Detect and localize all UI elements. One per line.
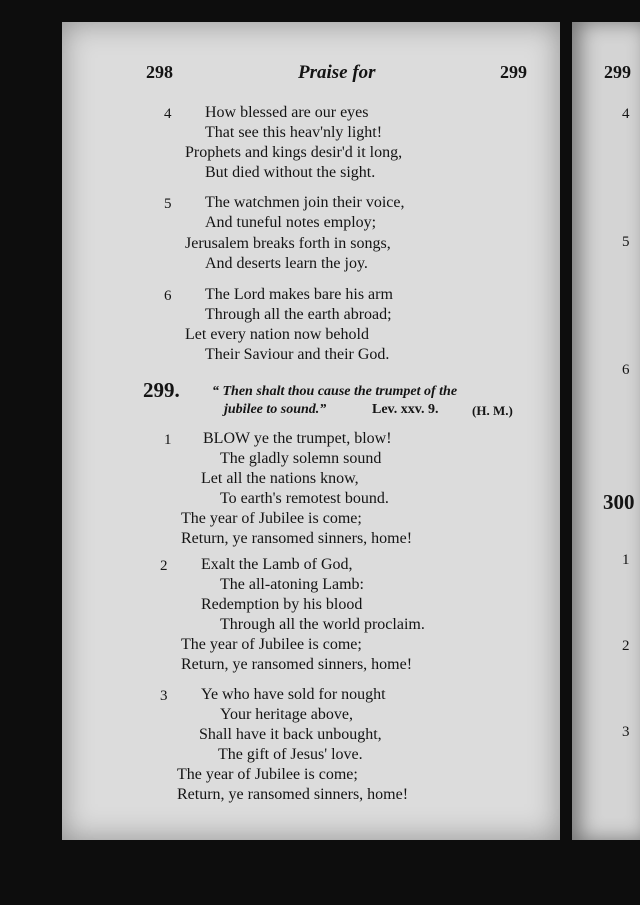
verse-line: Redemption by his blood [201,596,363,613]
verse-refrain: Return, ye ransomed sinners, home! [177,786,409,803]
right-page-number: 299 [500,62,527,82]
verse-line: Let every nation now behold [185,326,369,343]
verse-line: BLOW ye the trumpet, blow! [203,430,392,447]
verse-line: And deserts learn the joy. [205,255,368,272]
verse-line: That see this heav'nly light! [205,124,383,141]
next-page-hymn-number: 300 [603,490,635,514]
verse-number: 6 [164,288,172,304]
left-page-number: 298 [146,62,173,82]
next-page-verse-number: 5 [622,234,630,250]
running-title: Praise for [298,62,376,83]
verse-line: The gladly solemn sound [220,450,382,467]
verse-line: And tuneful notes employ; [205,214,377,231]
hymn-number: 299. [143,378,180,402]
next-page-edge [572,22,640,840]
verse-number: 3 [160,688,168,704]
hymn-meter: (H. M.) [472,403,513,418]
verse-number: 4 [164,106,172,122]
verse-line: Their Saviour and their God. [205,346,390,363]
verse-line: Ye who have sold for nought [201,686,386,703]
verse-line: But died without the sight. [205,164,376,181]
next-page-verse-number: 6 [622,362,630,378]
verse-line: Through all the earth abroad; [205,306,392,323]
verse-refrain: Return, ye ransomed sinners, home! [181,656,413,673]
verse-line: To earth's remotest bound. [220,490,389,507]
verse-line: The Lord makes bare his arm [205,286,393,303]
verse-line: The gift of Jesus' love. [218,746,363,763]
next-page-number: 299 [604,62,631,82]
verse-line: Prophets and kings desir'd it long, [185,144,403,161]
verse-refrain: The year of Jubilee is come; [181,510,362,527]
hymn-epigraph-line2: jubilee to sound.” [224,402,327,417]
verse-line: How blessed are our eyes [205,104,369,121]
next-page-verse-number: 1 [622,552,630,568]
verse-number: 2 [160,558,168,574]
verse-number: 1 [164,432,172,448]
next-page-verse-number: 3 [622,724,630,740]
verse-refrain: Return, ye ransomed sinners, home! [181,530,413,547]
next-page-verse-number: 2 [622,638,630,654]
verse-line: Let all the nations know, [201,470,359,487]
verse-number: 5 [164,196,172,212]
verse-refrain: The year of Jubilee is come; [177,766,358,783]
verse-line: The all-atoning Lamb: [220,576,364,593]
verse-line: Shall have it back unbought, [199,726,382,743]
verse-refrain: The year of Jubilee is come; [181,636,362,653]
verse-line: Jerusalem breaks forth in songs, [185,235,391,252]
next-page-verse-number: 4 [622,106,630,122]
hymn-epigraph-line1: “ Then shalt thou cause the trumpet of the [212,384,458,399]
verse-line: Your heritage above, [220,706,354,723]
verse-line: The watchmen join their voice, [205,194,405,211]
verse-line: Through all the world proclaim. [220,616,425,633]
hymn-reference: Lev. xxv. 9. [372,402,439,417]
verse-line: Exalt the Lamb of God, [201,556,353,573]
